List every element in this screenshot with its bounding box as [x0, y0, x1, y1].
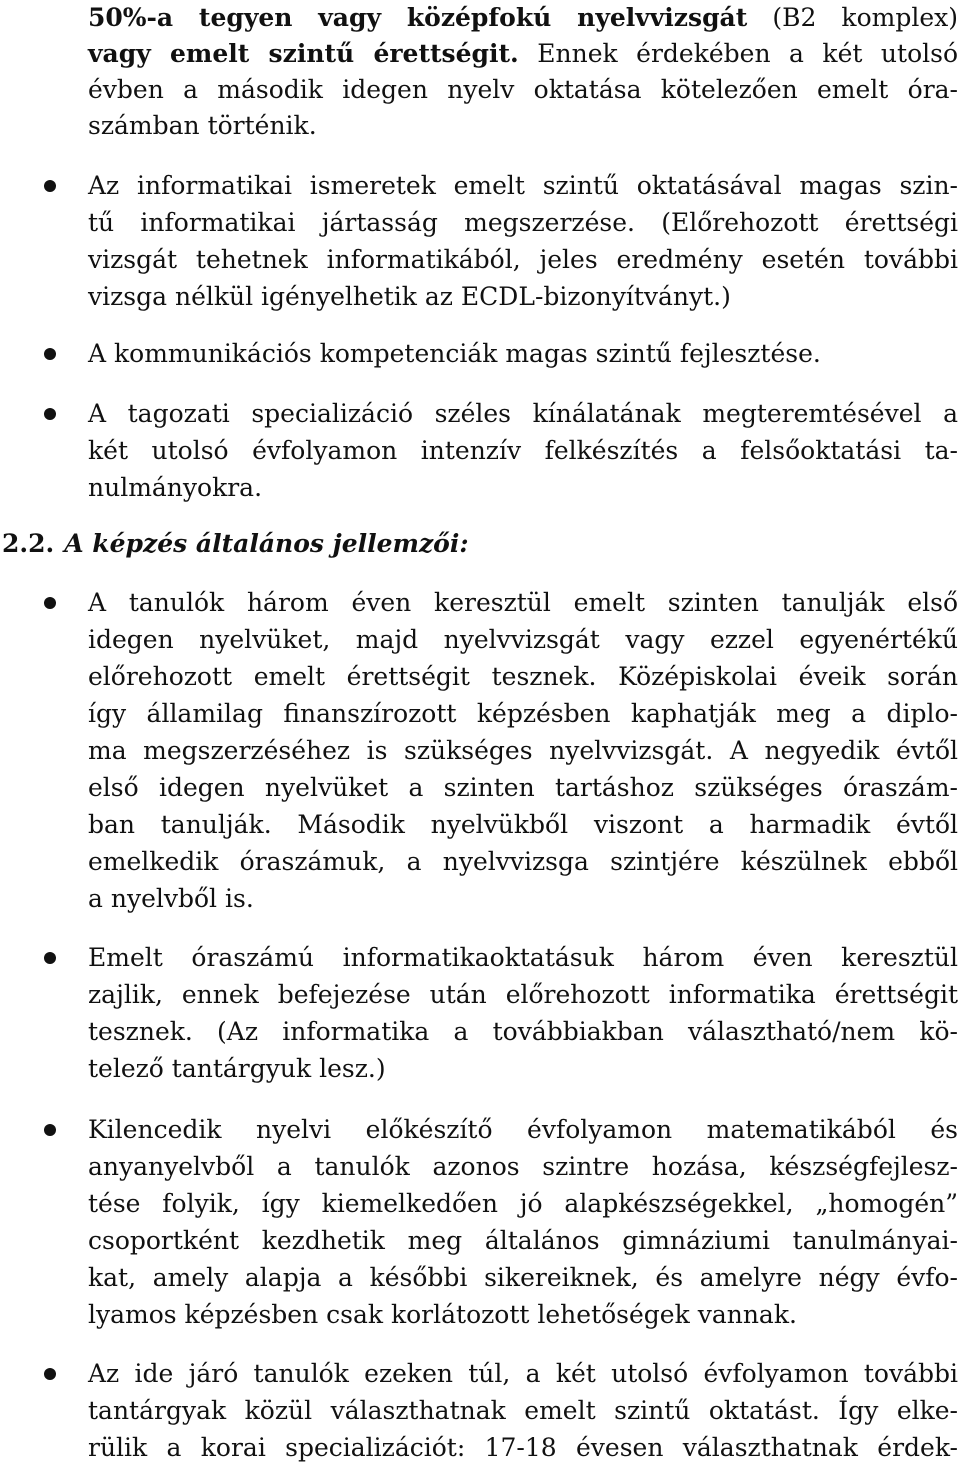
feature-1-line-7: ban tanulják. Második nyelvükből viszont a harmadik évtől [88, 810, 958, 839]
feature-4-line-1: Az ide járó tanulók ezeken túl, a két utolsó évfolyamon további [88, 1359, 958, 1388]
feature-2-line-4: telező tantárgyuk lesz.) [88, 1054, 386, 1083]
feature-3-line-1: Kilencedik nyelvi előkészítő évfolyamon matematikából és [88, 1115, 958, 1144]
feature-1-line-2: idegen nyelvüket, majd nyelvvizsgát vagy ezzel egyenértékű [88, 625, 958, 654]
goal-3-line-3: nulmányokra. [88, 473, 263, 502]
bullet-icon [44, 180, 56, 192]
bullet-icon [44, 408, 56, 420]
goal-3-line-1: A tagozati specializáció széles kínálatának megteremtésével a [88, 399, 958, 428]
feature-1-line-6: első idegen nyelvüket a szinten tartáshoz szükséges óraszám- [88, 773, 958, 802]
feature-1-line-1: A tanulók három éven keresztül emelt szinten tanulják első [88, 588, 958, 617]
section-heading [2, 526, 469, 562]
feature-3-line-3: tése folyik, így kiemelkedően jó alapkészségekkel, „homogén” [88, 1189, 958, 1218]
bullet-icon [44, 348, 56, 360]
goal-2-line-1: A kommunikációs kompetenciák magas szintű fejlesztése. [88, 339, 821, 368]
feature-1-line-5: ma megszerzéséhez is szükséges nyelvvizsgát. A negyedik évtől [88, 736, 958, 765]
feature-3-line-5: kat, amely alapja a későbbi sikereiknek, és amelyre négy évfo- [88, 1263, 958, 1292]
intro-line-4: számban történik. [88, 111, 317, 140]
goal-1-line-3: vizsgát tehetnek informatikából, jeles eredmény esetén további [88, 245, 958, 274]
feature-3-line-2: anyanyelvből a tanulók azonos szintre hozása, készségfejlesz- [88, 1152, 958, 1181]
intro-line-2-rest: Ennek érdekében a két utolsó [518, 39, 958, 68]
intro-line-2-bold: vagy emelt szintű érettségit. [88, 39, 519, 68]
section-title: A képzés általános jellemzői: [64, 529, 469, 558]
feature-4-line-3: rülik a korai specializációt: 17-18 évesen választhatnak érdek- [88, 1433, 958, 1462]
intro-line-1 [88, 0, 958, 36]
goal-1-line-4: vizsga nélkül igényelhetik az ECDL-bizonyítványt.) [88, 282, 731, 311]
goal-1-line-2: tű informatikai jártasság megszerzése. (Előrehozott érettségi [88, 208, 958, 237]
intro-line-1-bold: 50%-a tegyen vagy középfokú nyelvvizsgát [88, 3, 748, 32]
feature-1-line-9: a nyelvből is. [88, 884, 254, 913]
feature-2-line-1: Emelt óraszámú informatikaoktatásuk három éven keresztül [88, 943, 958, 972]
intro-line-2 [88, 36, 958, 72]
goal-1-line-1: Az informatikai ismeretek emelt szintű oktatásával magas szin- [88, 171, 958, 200]
intro-line-1-rest: (B2 komplex) [747, 3, 958, 32]
feature-1-line-8: emelkedik óraszámuk, a nyelvvizsga szintjére készülnek ebből [88, 847, 958, 876]
feature-2-line-2: zajlik, ennek befejezése után előrehozott informatika érettségit [88, 980, 958, 1009]
feature-3-line-4: csoportként kezdhetik meg általános gimnáziumi tanulmányai- [88, 1226, 958, 1255]
bullet-icon [44, 952, 56, 964]
bullet-icon [44, 1124, 56, 1136]
intro-line-3: évben a második idegen nyelv oktatása kötelezően emelt óra- [88, 75, 958, 104]
feature-2-line-3: tesznek. (Az informatika a továbbiakban választható/nem kö- [88, 1017, 958, 1046]
feature-4-line-2: tantárgyak közül választhatnak emelt szintű oktatást. Így elke- [88, 1396, 958, 1425]
section-number: 2.2. [2, 529, 55, 558]
goal-3-line-2: két utolsó évfolyamon intenzív felkészítés a felsőoktatási ta- [88, 436, 958, 465]
bullet-icon [44, 597, 56, 609]
feature-1-line-3: előrehozott emelt érettségit tesznek. Középiskolai éveik során [88, 662, 958, 691]
bullet-icon [44, 1368, 56, 1380]
feature-3-line-6: lyamos képzésben csak korlátozott lehetőségek vannak. [88, 1300, 797, 1329]
feature-1-line-4: így államilag finanszírozott képzésben kaphatják meg a diplo- [88, 699, 958, 728]
